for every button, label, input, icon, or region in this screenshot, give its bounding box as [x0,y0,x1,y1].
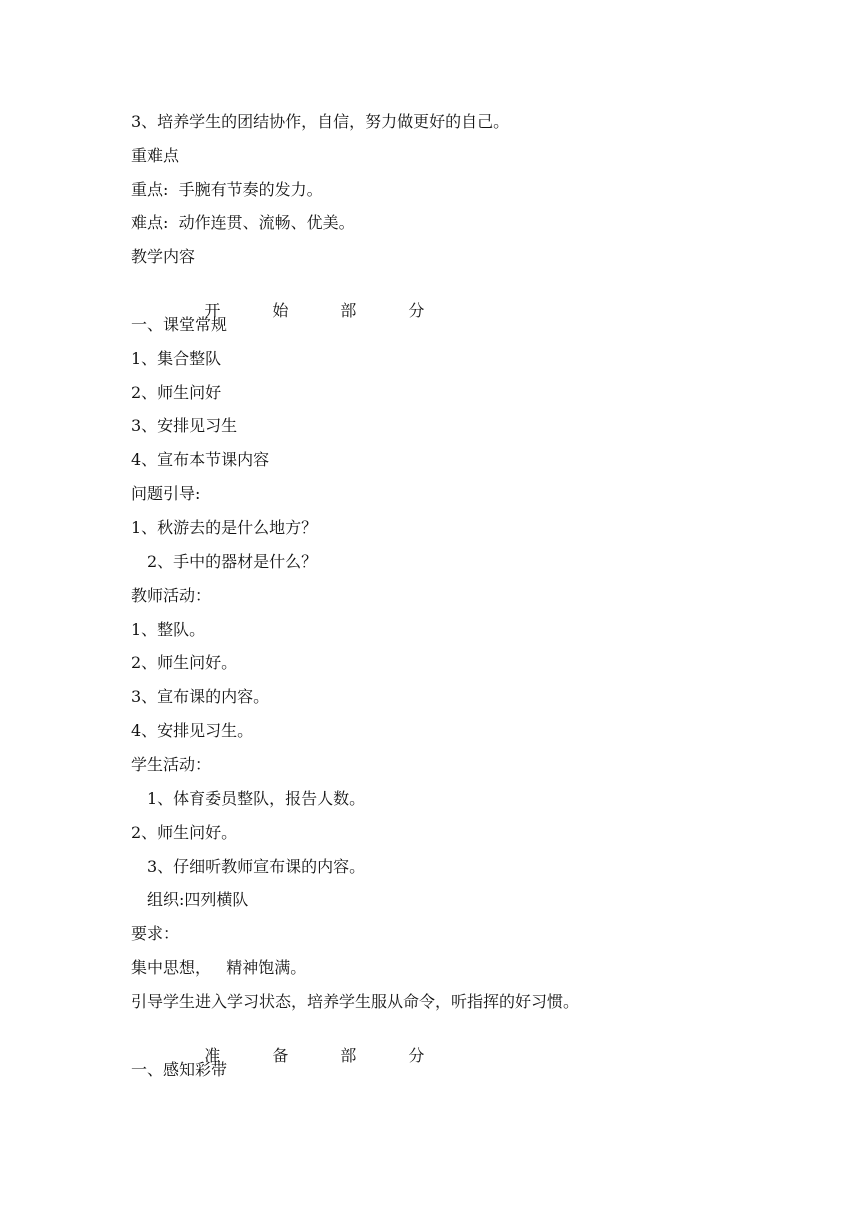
section-title-char: 分 [408,1046,425,1065]
requirement-line: 集中思想， 精神饱满。 [131,958,307,977]
difficult-point-line: 难点: 动作连贯、流畅、优美。 [131,213,355,232]
list-item: 2、师生问好 [131,383,222,402]
list-item: 3、宣布课的内容。 [131,687,270,706]
list-item: 4、安排见习生。 [131,721,254,740]
guidance-line: 引导学生进入学习状态，培养学生服从命令，听指挥的好习惯。 [131,992,580,1011]
heading-teacher-activity: 教师活动： [131,586,212,605]
heading-question-guide: 问题引导: [131,484,201,503]
list-item: 4、宣布本节课内容 [131,450,270,469]
list-item: 2、手中的器材是什么？ [147,552,318,571]
section-title-char: 始 [272,301,289,320]
list-heading-perceive-ribbon: 一、感知彩带 [131,1060,228,1079]
section-title-char: 分 [408,301,425,320]
list-item: 2、师生问好。 [131,653,238,672]
section-title-char: 准 [204,1046,221,1065]
section-title-char: 部 [340,301,357,320]
key-point-line: 重点: 手腕有节奏的发力。 [131,180,323,199]
list-item: 1、秋游去的是什么地方？ [131,518,318,537]
section-title-start [184,281,425,320]
goal-line-3: 3、培养学生的团结协作，自信，努力做更好的自己。 [131,112,510,131]
list-item: 1、体育委员整队，报告人数。 [147,789,366,808]
heading-student-activity: 学生活动： [131,755,212,774]
heading-requirements: 要求： [131,924,180,943]
list-item: 1、整队。 [131,620,206,639]
section-title-prep [184,1026,425,1065]
section-title-char: 备 [272,1046,289,1065]
list-heading-classroom-routine: 一、课堂常规 [131,315,228,334]
heading-key-difficult-points: 重难点 [131,146,180,165]
list-item: 3、仔细听教师宣布课的内容。 [147,857,366,876]
section-title-char: 开 [204,301,221,320]
section-title-char: 部 [340,1046,357,1065]
list-item: 2、师生问好。 [131,823,238,842]
list-item: 3、安排见习生 [131,416,238,435]
organization-line: 组织:四列横队 [147,890,249,909]
heading-teaching-content: 教学内容 [131,247,196,266]
list-item: 1、集合整队 [131,349,222,368]
